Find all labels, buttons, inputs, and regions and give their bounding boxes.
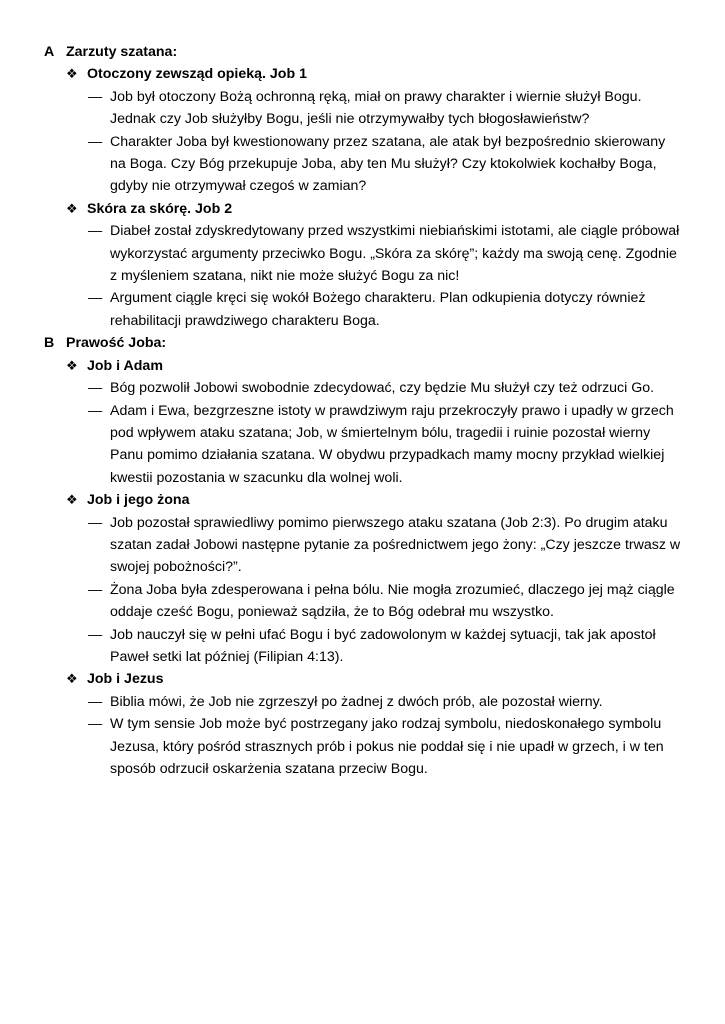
list-item-text: Diabeł został zdyskredytowany przed wszystkimi niebiańskimi istotami, ale ciągle próbował wykorzystać argumenty przeciwko Bogu. „Skóra za skórę”; każdy ma swoją cenę. Zgodnie z myśleniem szatana, nikt nie może służyć Bogu za nic! [110,223,680,285]
document-body [44,41,684,780]
list-item-text: Żona Joba była zdesperowana i pełna bólu. Nie mogła zrozumieć, dlaczego jej mąż ciągle oddaje cześć Bogu, ponieważ sądziła, że to Bóg odebrał mu wszystko. [110,581,675,621]
list-item [88,624,684,669]
dash-bullet-icon: — [88,380,103,397]
diamond-bullet-icon: ❖ [66,492,78,508]
section-heading [44,41,684,63]
subsection-heading [66,489,684,511]
bullet-list [66,220,684,332]
subsection-heading [66,63,684,85]
list-item-text: Charakter Joba był kwestionowany przez szatana, ale atak był bezpośrednio skierowany na Boga. Czy Bóg przekupuje Joba, aby ten Mu służył? Czy ktokolwiek kochałby Boga, gdyby nie otrzymywał czegoś w zamian? [110,133,666,195]
list-item [88,377,684,399]
list-item-text: Job nauczył się w pełni ufać Bogu i być zadowolonym w każdej sytuacji, tak jak apostoł Paweł setki lat później (Filipian 4:13). [110,626,656,665]
list-item [88,579,684,624]
dash-bullet-icon: — [88,716,103,733]
diamond-bullet-icon: ❖ [66,357,78,373]
bullet-list [66,377,684,489]
bullet-list [66,512,684,669]
list-item [88,713,684,780]
list-item [88,512,684,579]
section-title: Zarzuty szatana: [66,44,178,60]
subsection [66,63,684,197]
list-item-text: W tym sensie Job może być postrzegany jako rodzaj symbolu, niedoskonałego symbolu Jezusa, który pośród strasznych prób i pokus nie poddał się i nie upadł w grzech, i w ten sposób odrzucił oskarżenia szatana przeciw Bogu. [110,716,664,777]
subsection [66,489,684,668]
subsection [66,355,684,489]
list-item [88,220,684,287]
list-item-text: Adam i Ewa, bezgrzeszne istoty w prawdziwym raju przekroczyły prawo i upadły w grzech pod wpływem ataku szatana; Job, w śmiertelnym bólu, tragedii i ruinie pozostał wierny Panu pomimo działania szatana. W obydwu przypadkach mamy mocny przykład wielkiej kwestii pozostania w szacunku dla wolnej woli. [110,402,674,486]
list-item [88,691,684,713]
list-item [88,287,684,332]
diamond-bullet-icon: ❖ [66,671,78,687]
section-a [44,41,684,332]
bullet-list [66,691,684,781]
subsection-title: Job i jego żona [87,492,190,509]
subsection-title: Job i Adam [87,357,163,374]
dash-bullet-icon: — [88,223,103,240]
list-item-text: Bóg pozwolił Jobowi swobodnie zdecydować, czy będzie Mu służył czy też odrzuci Go. [110,380,655,397]
dash-bullet-icon: — [88,133,103,150]
diamond-bullet-icon: ❖ [66,200,78,216]
section-title: Prawość Joba: [66,335,167,352]
list-item [88,400,684,490]
diamond-bullet-icon: ❖ [66,66,78,82]
subsection-title: Otoczony zewsząd opieką. Job 1 [87,66,307,83]
subsection-title: Skóra za skórę. Job 2 [87,200,233,217]
list-item-text: Job pozostał sprawiedliwy pomimo pierwszego ataku szatana (Job 2:3). Po drugim ataku szatan zadał Jobowi następne pytanie za pośrednictwem jego żony: „Czy jeszcze trwasz w swojej pobożności?”. [110,514,681,576]
dash-bullet-icon: — [88,693,103,710]
dash-bullet-icon: — [88,514,103,531]
list-item-text: Biblia mówi, że Job nie zgrzeszył po żadnej z dwóch prób, ale pozostał wierny. [110,693,603,710]
list-item-text: Argument ciągle kręci się wokół Bożego charakteru. Plan odkupienia dotyczy również rehabilitacji prawdziwego charakteru Boga. [110,290,646,329]
dash-bullet-icon: — [88,402,103,419]
dash-bullet-icon: — [88,88,103,105]
subsection [66,198,684,332]
subsection-heading [66,355,684,377]
section-letter: A [44,44,55,60]
section-b [44,332,684,780]
section-letter: B [44,335,55,352]
subsection-heading [66,668,684,690]
bullet-list [66,86,684,198]
dash-bullet-icon: — [88,290,103,307]
subsection-title: Job i Jezus [87,671,164,688]
subsection-heading [66,198,684,220]
list-item-text: Job był otoczony Bożą ochronną ręką, miał on prawy charakter i wiernie służył Bogu. Jednak czy Job służyłby Bogu, jeśli nie otrzymywałby tych błogosławieństw? [110,88,642,128]
list-item [88,86,684,131]
list-item [88,131,684,198]
dash-bullet-icon: — [88,581,103,598]
section-heading [44,332,684,354]
subsection [66,668,684,780]
dash-bullet-icon: — [88,626,103,643]
